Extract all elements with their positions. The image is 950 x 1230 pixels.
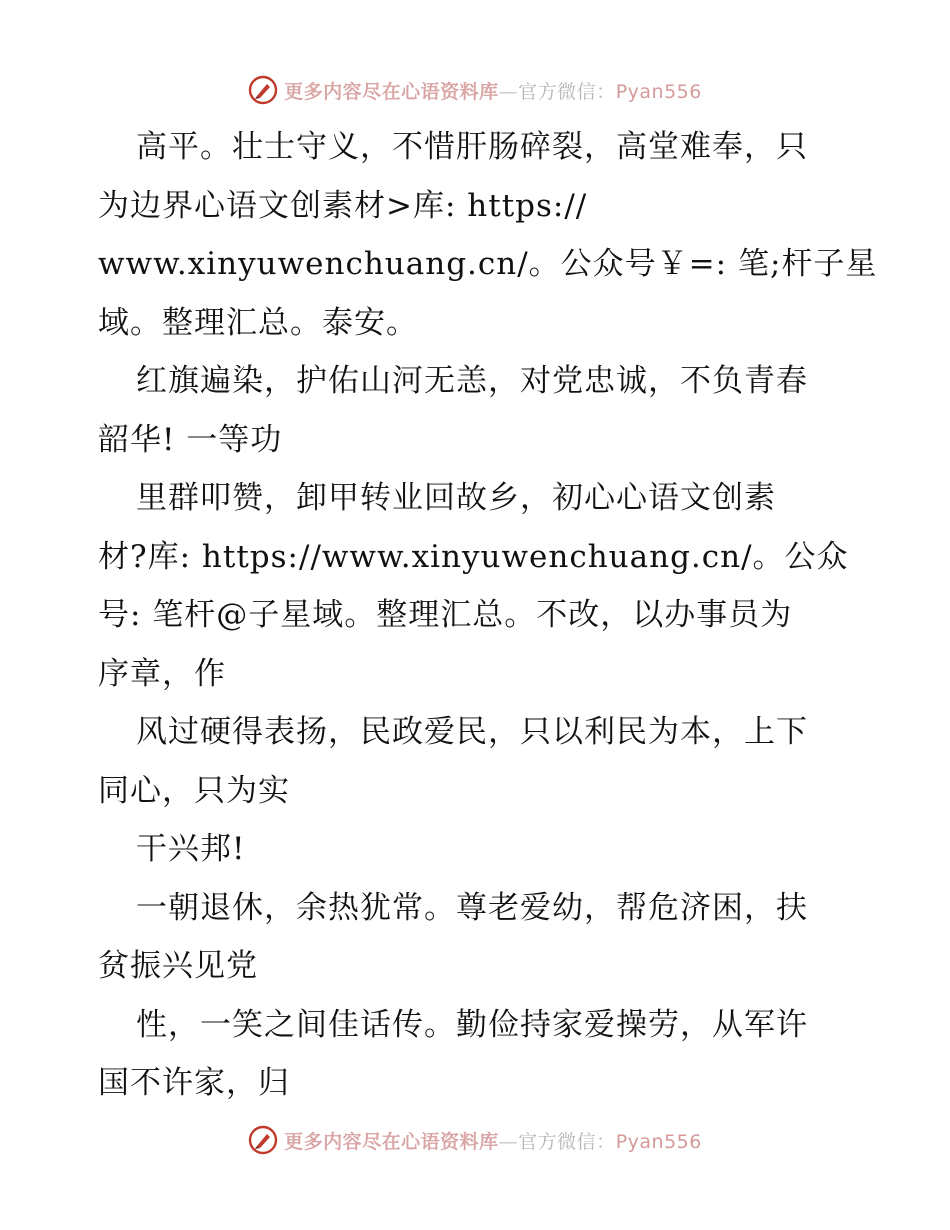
text-line: 同心，只为实 xyxy=(98,772,290,809)
text-line: www.xinyuwenchuang.cn/。公众号￥=: 笔;杆子星 xyxy=(98,246,878,282)
banner-wechat-id: Pyan556 xyxy=(615,80,702,103)
document-body xyxy=(98,118,878,1113)
banner-separator: — xyxy=(498,1130,519,1153)
text-line: 一朝退休，余热犹常。尊老爱幼，帮危济困，扶 xyxy=(136,889,808,926)
text-line: 材?库: https://www.xinyuwenchuang.cn/。公众 xyxy=(98,538,849,575)
banner-wechat-id: Pyan556 xyxy=(615,1130,702,1153)
text-line: 贫振兴见党 xyxy=(98,948,258,984)
text-line: 里群叩赞，卸甲转业回故乡，初心心语文创素 xyxy=(136,480,776,516)
banner-separator: — xyxy=(498,80,519,103)
header-banner xyxy=(0,70,950,110)
pen-nib-logo-icon xyxy=(248,75,278,105)
text-line: 韶华! 一等功 xyxy=(98,421,283,458)
text-line: 高平。壮士守义，不惜肝肠碎裂，高堂难奉，只 xyxy=(136,129,808,165)
text-line: 域。整理汇总。泰安。 xyxy=(98,304,418,341)
text-line: 干兴邦! xyxy=(136,831,246,867)
text-line: 红旗遍染，护佑山河无恙，对党忠诚，不负青春 xyxy=(136,363,808,399)
text-line: 为边界心语文创素材>库: https:// xyxy=(98,187,588,224)
footer-banner xyxy=(0,1120,950,1160)
banner-text xyxy=(284,77,702,104)
banner-text xyxy=(284,1127,702,1154)
text-line: 性，一笑之间佳话传。勤俭持家爱操劳，从军许 xyxy=(136,1006,808,1043)
text-line: 风过硬得表扬，民政爱民，只以利民为本，上下 xyxy=(136,714,808,750)
pen-nib-logo-icon xyxy=(248,1125,278,1155)
text-line: 国不许家，归 xyxy=(98,1065,290,1101)
banner-brand: 更多内容尽在心语资料库 xyxy=(284,80,499,103)
text-line: 序章，作 xyxy=(98,655,226,692)
banner-wechat-label: 官方微信： xyxy=(518,80,616,103)
banner-brand: 更多内容尽在心语资料库 xyxy=(284,1130,499,1153)
text-line: 号: 笔杆@子星域。整理汇总。不改，以办事员为 xyxy=(98,597,793,633)
banner-wechat-label: 官方微信： xyxy=(518,1130,616,1153)
